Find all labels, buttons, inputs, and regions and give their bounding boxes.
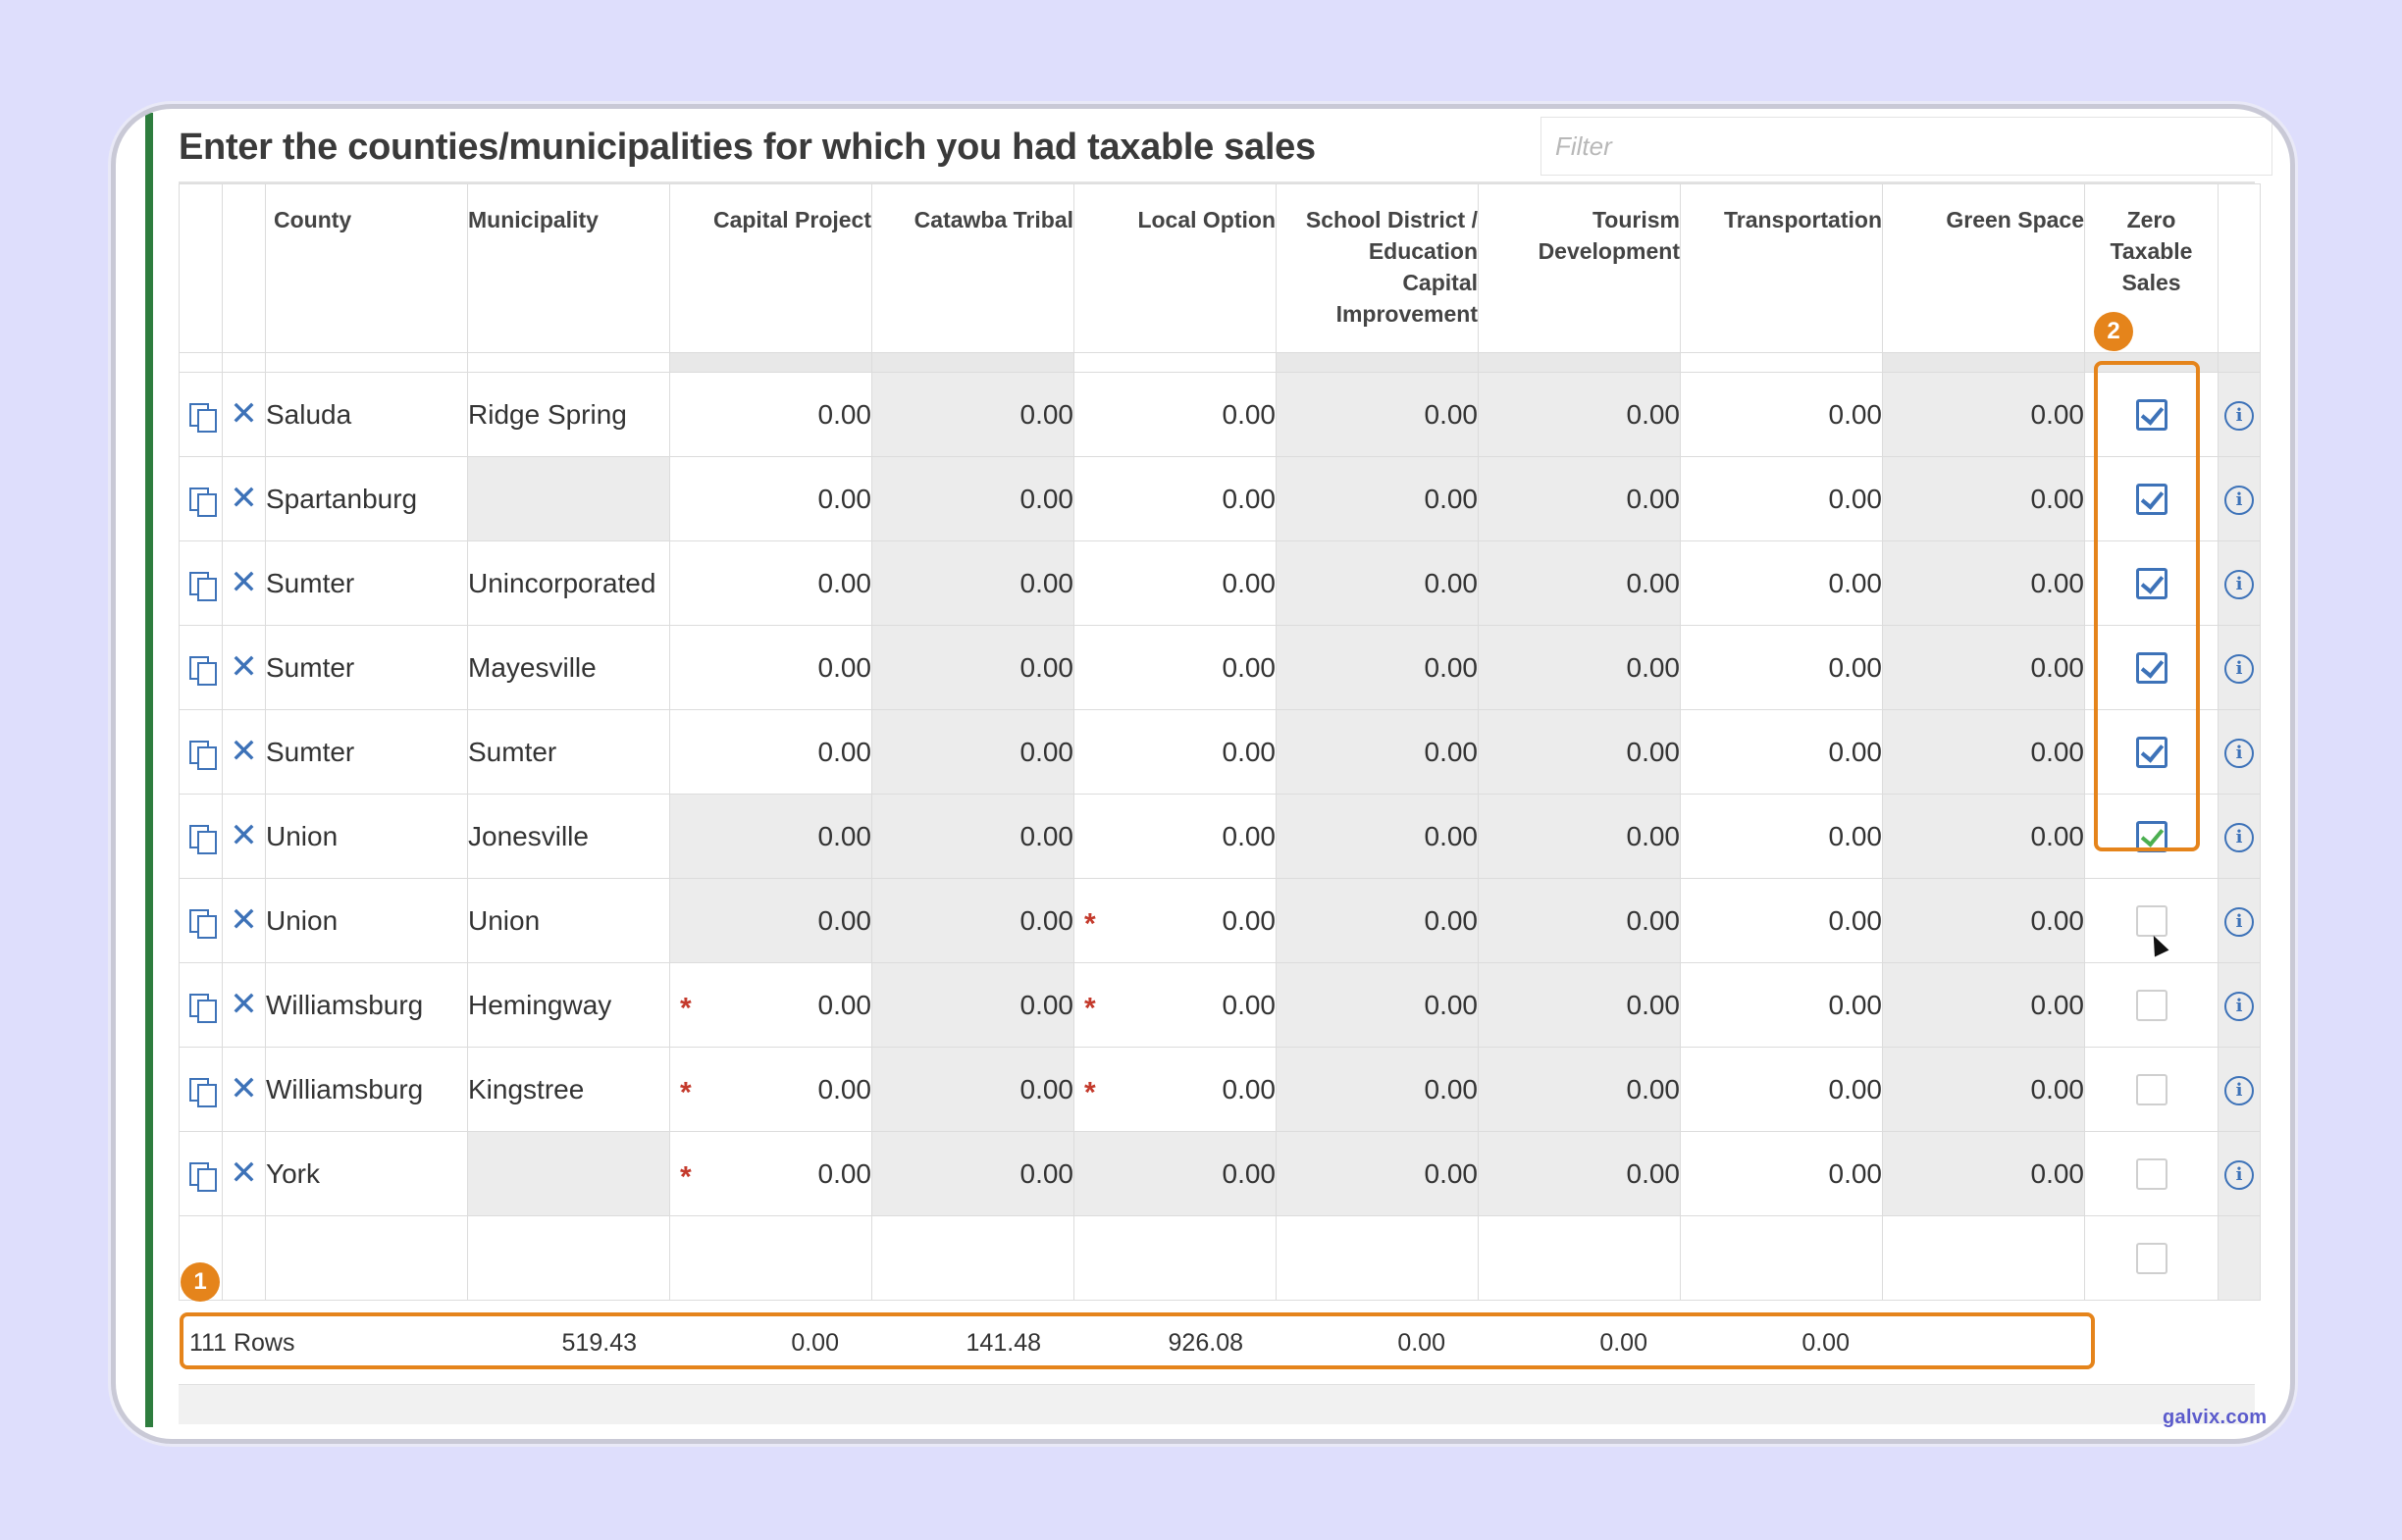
catawba-tribal-value: 0.00	[1019, 736, 1073, 767]
green-space-value: 0.00	[2030, 820, 2084, 851]
transportation-cell[interactable]	[1681, 373, 1883, 457]
info-icon[interactable]: i	[2224, 992, 2254, 1021]
copy-icon[interactable]	[187, 992, 215, 1021]
info-icon[interactable]: i	[2224, 654, 2254, 684]
green-space-value: 0.00	[2030, 567, 2084, 598]
delete-row-cell[interactable]	[223, 1048, 266, 1132]
tourism-value: 0.00	[1626, 567, 1680, 598]
table-row	[180, 626, 2261, 710]
transportation-cell[interactable]	[1681, 795, 1883, 879]
green-space-value: 0.00	[2030, 1073, 2084, 1104]
close-icon[interactable]: ✕	[230, 564, 258, 601]
green-space-cell[interactable]	[1883, 710, 2085, 795]
transportation-value: 0.00	[1828, 736, 1882, 767]
copy-icon[interactable]	[187, 401, 215, 431]
highlight-totals-box	[180, 1312, 2095, 1369]
info-cell[interactable]	[2219, 541, 2261, 626]
transportation-value: 0.00	[1828, 904, 1882, 936]
empty-cell	[2219, 1216, 2261, 1301]
school-district-value: 0.00	[1424, 820, 1478, 851]
catawba-tribal-cell[interactable]	[872, 457, 1074, 541]
tourism-cell[interactable]	[1479, 963, 1681, 1048]
zero-taxable-checkbox[interactable]	[2136, 1074, 2167, 1105]
info-cell[interactable]	[2219, 710, 2261, 795]
annotation-badge-2: 2	[2094, 312, 2133, 351]
table-row	[180, 963, 2261, 1048]
green-space-cell[interactable]	[1883, 963, 2085, 1048]
info-icon[interactable]: i	[2224, 570, 2254, 599]
col-header-county[interactable]: County	[266, 184, 468, 353]
local-option-cell[interactable]	[1074, 1132, 1277, 1216]
transportation-value: 0.00	[1828, 483, 1882, 514]
table-row	[180, 457, 2261, 541]
school-district-value: 0.00	[1424, 651, 1478, 683]
catawba-tribal-value: 0.00	[1019, 1073, 1073, 1104]
catawba-tribal-cell[interactable]	[872, 963, 1074, 1048]
local-option-value: 0.00	[1222, 1157, 1276, 1189]
municipality-cell[interactable]: Kingstree	[468, 1048, 670, 1132]
zero-taxable-checkbox[interactable]	[2136, 1158, 2167, 1190]
municipality-cell[interactable]: Jonesville	[468, 795, 670, 879]
local-option-cell[interactable]	[1074, 626, 1277, 710]
copy-row-cell[interactable]	[180, 795, 223, 879]
close-icon[interactable]: ✕	[230, 1070, 258, 1107]
catawba-tribal-cell[interactable]	[872, 373, 1074, 457]
capital-project-cell[interactable]	[670, 626, 872, 710]
empty-cell[interactable]	[872, 1216, 1074, 1301]
tourism-cell[interactable]	[1479, 1132, 1681, 1216]
header-row	[180, 184, 2261, 353]
table-row	[180, 795, 2261, 879]
annotation-badge-1: 1	[181, 1262, 220, 1302]
local-option-value: 0.00	[1222, 398, 1276, 430]
copy-icon[interactable]	[187, 1076, 215, 1105]
delete-row-cell[interactable]	[223, 626, 266, 710]
delete-row-cell[interactable]	[223, 795, 266, 879]
tourism-cell[interactable]	[1479, 457, 1681, 541]
capital-project-cell[interactable]	[670, 963, 872, 1048]
empty-cell[interactable]	[1479, 1216, 1681, 1301]
info-icon[interactable]: i	[2224, 823, 2254, 852]
green-space-cell[interactable]	[1883, 795, 2085, 879]
catawba-tribal-cell[interactable]	[872, 541, 1074, 626]
school-district-cell[interactable]	[1277, 1132, 1479, 1216]
transportation-value: 0.00	[1828, 567, 1882, 598]
required-asterisk-icon: *	[1084, 1075, 1096, 1108]
transportation-cell[interactable]	[1681, 879, 1883, 963]
copy-row-cell[interactable]	[180, 710, 223, 795]
county-cell[interactable]: Williamsburg	[266, 1048, 468, 1132]
tourism-cell[interactable]	[1479, 541, 1681, 626]
capital-project-value: 0.00	[817, 820, 871, 851]
info-cell[interactable]	[2219, 373, 2261, 457]
info-cell[interactable]	[2219, 879, 2261, 963]
required-asterisk-icon: *	[1084, 991, 1096, 1024]
catawba-tribal-cell[interactable]	[872, 710, 1074, 795]
transportation-cell[interactable]	[1681, 963, 1883, 1048]
green-space-cell[interactable]	[1883, 541, 2085, 626]
info-icon[interactable]: i	[2224, 907, 2254, 937]
tourism-value: 0.00	[1626, 820, 1680, 851]
school-district-value: 0.00	[1424, 567, 1478, 598]
table-row	[180, 541, 2261, 626]
green-space-value: 0.00	[2030, 651, 2084, 683]
local-option-value: 0.00	[1222, 651, 1276, 683]
green-space-value: 0.00	[2030, 398, 2084, 430]
copy-row-cell[interactable]	[180, 541, 223, 626]
local-option-value: 0.00	[1222, 567, 1276, 598]
close-icon[interactable]: ✕	[230, 733, 258, 770]
tourism-value: 0.00	[1626, 989, 1680, 1020]
col-header-municipality[interactable]: Municipality	[468, 184, 670, 353]
green-space-cell[interactable]	[1883, 1132, 2085, 1216]
new-entry-row[interactable]	[180, 1216, 2261, 1301]
school-district-cell[interactable]	[1277, 795, 1479, 879]
filter-input[interactable]	[1540, 117, 2272, 176]
info-icon[interactable]: i	[2224, 1076, 2254, 1105]
school-district-cell[interactable]	[1277, 879, 1479, 963]
municipality-cell[interactable]	[468, 457, 670, 541]
delete-row-cell[interactable]	[223, 963, 266, 1048]
catawba-tribal-value: 0.00	[1019, 989, 1073, 1020]
capital-project-cell[interactable]	[670, 1132, 872, 1216]
sales-table	[179, 183, 2261, 1301]
transportation-cell[interactable]	[1681, 1132, 1883, 1216]
close-icon[interactable]: ✕	[230, 986, 258, 1023]
tourism-value: 0.00	[1626, 1073, 1680, 1104]
close-icon[interactable]: ✕	[230, 648, 258, 686]
copy-icon[interactable]	[187, 570, 215, 599]
tourism-cell[interactable]	[1479, 710, 1681, 795]
local-option-cell[interactable]	[1074, 710, 1277, 795]
capital-project-value: 0.00	[817, 651, 871, 683]
table-row	[180, 1132, 2261, 1216]
pager-bar[interactable]	[179, 1384, 2255, 1424]
catawba-tribal-value: 0.00	[1019, 483, 1073, 514]
delete-row-cell[interactable]	[223, 373, 266, 457]
municipality-cell[interactable]: Sumter	[468, 710, 670, 795]
catawba-tribal-value: 0.00	[1019, 1157, 1073, 1189]
col-header-local-option[interactable]: Local Option	[1074, 184, 1277, 353]
tourism-value: 0.00	[1626, 736, 1680, 767]
required-asterisk-icon: *	[680, 991, 692, 1024]
school-district-value: 0.00	[1424, 1073, 1478, 1104]
col-header-green-space[interactable]: Green Space	[1883, 184, 2085, 353]
page-title: Enter the counties/municipalities for which you had taxable sales	[179, 127, 1316, 168]
filter-spacer-row	[180, 353, 2261, 373]
capital-project-value: 0.00	[817, 567, 871, 598]
municipality-cell[interactable]: Union	[468, 879, 670, 963]
total-catawba-tribal: 0.00	[791, 1329, 839, 1357]
total-capital-project: 519.43	[561, 1329, 637, 1357]
local-option-cell[interactable]	[1074, 541, 1277, 626]
county-cell[interactable]: Spartanburg	[266, 457, 468, 541]
close-icon[interactable]: ✕	[230, 817, 258, 854]
empty-cell	[223, 1216, 266, 1301]
local-option-cell[interactable]	[1074, 963, 1277, 1048]
green-space-value: 0.00	[2030, 1157, 2084, 1189]
delete-row-cell[interactable]	[223, 541, 266, 626]
transportation-cell[interactable]	[1681, 541, 1883, 626]
delete-row-cell[interactable]	[223, 457, 266, 541]
tourism-value: 0.00	[1626, 904, 1680, 936]
info-icon[interactable]: i	[2224, 401, 2254, 431]
col-header-transportation[interactable]: Transportation	[1681, 184, 1883, 353]
green-space-cell[interactable]	[1883, 1048, 2085, 1132]
table-row	[180, 373, 2261, 457]
county-cell[interactable]: Saluda	[266, 373, 468, 457]
green-space-cell[interactable]	[1883, 879, 2085, 963]
info-icon[interactable]: i	[2224, 1160, 2254, 1190]
local-option-cell[interactable]	[1074, 457, 1277, 541]
transportation-cell[interactable]	[1681, 626, 1883, 710]
school-district-value: 0.00	[1424, 483, 1478, 514]
municipality-cell[interactable]	[468, 1132, 670, 1216]
green-space-cell[interactable]	[1883, 373, 2085, 457]
total-local-option: 141.48	[966, 1329, 1041, 1357]
info-cell[interactable]	[2219, 1132, 2261, 1216]
transportation-cell[interactable]	[1681, 1048, 1883, 1132]
capital-project-cell[interactable]	[670, 710, 872, 795]
col-header-capital-project[interactable]: Capital Project	[670, 184, 872, 353]
highlight-checkbox-box	[2094, 361, 2200, 851]
copy-icon[interactable]	[187, 654, 215, 684]
zero-taxable-cell[interactable]	[2085, 1132, 2219, 1216]
catawba-tribal-cell[interactable]	[872, 1048, 1074, 1132]
local-option-value: 0.00	[1222, 1073, 1276, 1104]
table-row	[180, 1048, 2261, 1132]
watermark: galvix.com	[2163, 1407, 2268, 1428]
capital-project-cell[interactable]	[670, 541, 872, 626]
local-option-value: 0.00	[1222, 483, 1276, 514]
info-icon[interactable]: i	[2224, 739, 2254, 768]
green-space-cell[interactable]	[1883, 626, 2085, 710]
tourism-value: 0.00	[1626, 398, 1680, 430]
county-cell[interactable]: Williamsburg	[266, 963, 468, 1048]
capital-project-value: 0.00	[817, 904, 871, 936]
empty-cell[interactable]	[1074, 1216, 1277, 1301]
app-window	[111, 104, 2295, 1444]
catawba-tribal-cell[interactable]	[872, 626, 1074, 710]
school-district-value: 0.00	[1424, 904, 1478, 936]
local-option-value: 0.00	[1222, 989, 1276, 1020]
capital-project-value: 0.00	[817, 989, 871, 1020]
empty-cell[interactable]	[670, 1216, 872, 1301]
tourism-cell[interactable]	[1479, 1048, 1681, 1132]
copy-row-cell[interactable]	[180, 879, 223, 963]
school-district-cell[interactable]	[1277, 626, 1479, 710]
green-space-value: 0.00	[2030, 483, 2084, 514]
green-space-value: 0.00	[2030, 904, 2084, 936]
school-district-cell[interactable]	[1277, 541, 1479, 626]
col-header-zero-taxable[interactable]: Zero Taxable Sales	[2085, 184, 2219, 353]
catawba-tribal-value: 0.00	[1019, 398, 1073, 430]
school-district-cell[interactable]	[1277, 457, 1479, 541]
municipality-cell[interactable]: Hemingway	[468, 963, 670, 1048]
capital-project-value: 0.00	[817, 1157, 871, 1189]
delete-row-cell[interactable]	[223, 710, 266, 795]
zero-taxable-checkbox[interactable]	[2136, 1243, 2167, 1274]
local-option-cell[interactable]	[1074, 373, 1277, 457]
transportation-value: 0.00	[1828, 398, 1882, 430]
close-icon[interactable]: ✕	[230, 901, 258, 939]
copy-row-cell[interactable]	[180, 1132, 223, 1216]
empty-cell[interactable]	[266, 1216, 468, 1301]
transportation-value: 0.00	[1828, 820, 1882, 851]
local-option-cell[interactable]	[1074, 879, 1277, 963]
tourism-value: 0.00	[1626, 1157, 1680, 1189]
county-cell[interactable]: York	[266, 1132, 468, 1216]
copy-row-cell[interactable]	[180, 626, 223, 710]
info-cell[interactable]	[2219, 626, 2261, 710]
copy-row-cell[interactable]	[180, 457, 223, 541]
delete-row-cell[interactable]	[223, 1132, 266, 1216]
county-cell[interactable]: Union	[266, 879, 468, 963]
green-space-cell[interactable]	[1883, 457, 2085, 541]
school-district-cell[interactable]	[1277, 963, 1479, 1048]
school-district-value: 0.00	[1424, 736, 1478, 767]
capital-project-value: 0.00	[817, 483, 871, 514]
header-copy	[180, 184, 223, 353]
transportation-cell[interactable]	[1681, 710, 1883, 795]
table-row	[180, 879, 2261, 963]
info-cell[interactable]	[2219, 457, 2261, 541]
transportation-value: 0.00	[1828, 989, 1882, 1020]
tourism-cell[interactable]	[1479, 626, 1681, 710]
tourism-value: 0.00	[1626, 483, 1680, 514]
zero-taxable-cell[interactable]	[2085, 1048, 2219, 1132]
county-cell[interactable]: Sumter	[266, 710, 468, 795]
transportation-value: 0.00	[1828, 1073, 1882, 1104]
table-row	[180, 710, 2261, 795]
county-cell[interactable]: Sumter	[266, 541, 468, 626]
total-tourism: 0.00	[1397, 1329, 1445, 1357]
transportation-value: 0.00	[1828, 651, 1882, 683]
local-option-value: 0.00	[1222, 904, 1276, 936]
municipality-cell[interactable]: Mayesville	[468, 626, 670, 710]
copy-row-cell[interactable]	[180, 963, 223, 1048]
transportation-value: 0.00	[1828, 1157, 1882, 1189]
catawba-tribal-value: 0.00	[1019, 904, 1073, 936]
required-asterisk-icon: *	[1084, 906, 1096, 940]
zero-taxable-checkbox[interactable]	[2136, 905, 2167, 937]
copy-row-cell[interactable]	[180, 1048, 223, 1132]
capital-project-value: 0.00	[817, 736, 871, 767]
header-delete	[223, 184, 266, 353]
zero-taxable-checkbox[interactable]	[2136, 990, 2167, 1021]
row-count: 111 Rows	[189, 1329, 295, 1357]
zero-taxable-cell[interactable]	[2085, 963, 2219, 1048]
required-asterisk-icon: *	[680, 1075, 692, 1108]
delete-row-cell[interactable]	[223, 879, 266, 963]
col-header-catawba-tribal[interactable]: Catawba Tribal	[872, 184, 1074, 353]
catawba-tribal-value: 0.00	[1019, 567, 1073, 598]
catawba-tribal-cell[interactable]	[872, 795, 1074, 879]
county-cell[interactable]: Union	[266, 795, 468, 879]
copy-icon[interactable]	[187, 907, 215, 937]
capital-project-cell[interactable]	[670, 373, 872, 457]
local-option-cell[interactable]	[1074, 1048, 1277, 1132]
close-icon[interactable]: ✕	[230, 395, 258, 433]
zero-taxable-cell[interactable]	[2085, 1216, 2219, 1301]
info-cell[interactable]	[2219, 795, 2261, 879]
empty-cell[interactable]	[1883, 1216, 2085, 1301]
county-cell[interactable]: Sumter	[266, 626, 468, 710]
catawba-tribal-value: 0.00	[1019, 820, 1073, 851]
copy-icon[interactable]	[187, 1160, 215, 1190]
tourism-cell[interactable]	[1479, 795, 1681, 879]
municipality-cell[interactable]: Unincorporated	[468, 541, 670, 626]
catawba-tribal-value: 0.00	[1019, 651, 1073, 683]
close-icon[interactable]: ✕	[230, 1155, 258, 1192]
capital-project-cell[interactable]	[670, 457, 872, 541]
info-icon[interactable]: i	[2224, 486, 2254, 515]
school-district-cell[interactable]	[1277, 1048, 1479, 1132]
catawba-tribal-cell[interactable]	[872, 1132, 1074, 1216]
col-header-tourism[interactable]: Tourism Development	[1479, 184, 1681, 353]
empty-cell[interactable]	[1277, 1216, 1479, 1301]
school-district-value: 0.00	[1424, 989, 1478, 1020]
municipality-cell[interactable]: Ridge Spring	[468, 373, 670, 457]
header-info	[2219, 184, 2261, 353]
total-school-district: 926.08	[1168, 1329, 1243, 1357]
school-district-value: 0.00	[1424, 1157, 1478, 1189]
capital-project-cell[interactable]	[670, 1048, 872, 1132]
tourism-cell[interactable]	[1479, 373, 1681, 457]
empty-cell[interactable]	[468, 1216, 670, 1301]
total-green-space: 0.00	[1802, 1329, 1850, 1357]
tourism-cell[interactable]	[1479, 879, 1681, 963]
copy-icon[interactable]	[187, 739, 215, 768]
local-option-value: 0.00	[1222, 820, 1276, 851]
transportation-cell[interactable]	[1681, 457, 1883, 541]
capital-project-cell[interactable]	[670, 795, 872, 879]
local-option-cell[interactable]	[1074, 795, 1277, 879]
green-space-value: 0.00	[2030, 989, 2084, 1020]
required-asterisk-icon: *	[680, 1159, 692, 1193]
catawba-tribal-cell[interactable]	[872, 879, 1074, 963]
copy-icon[interactable]	[187, 486, 215, 515]
tourism-value: 0.00	[1626, 651, 1680, 683]
capital-project-value: 0.00	[817, 398, 871, 430]
school-district-value: 0.00	[1424, 398, 1478, 430]
col-header-school-district[interactable]: School District / Education Capital Improvement	[1277, 184, 1479, 353]
total-transportation: 0.00	[1599, 1329, 1647, 1357]
copy-icon[interactable]	[187, 823, 215, 852]
school-district-cell[interactable]	[1277, 710, 1479, 795]
capital-project-value: 0.00	[817, 1073, 871, 1104]
close-icon[interactable]: ✕	[230, 480, 258, 517]
empty-cell[interactable]	[1681, 1216, 1883, 1301]
capital-project-cell[interactable]	[670, 879, 872, 963]
info-cell[interactable]	[2219, 963, 2261, 1048]
local-option-value: 0.00	[1222, 736, 1276, 767]
school-district-cell[interactable]	[1277, 373, 1479, 457]
green-space-value: 0.00	[2030, 736, 2084, 767]
copy-row-cell[interactable]	[180, 373, 223, 457]
info-cell[interactable]	[2219, 1048, 2261, 1132]
